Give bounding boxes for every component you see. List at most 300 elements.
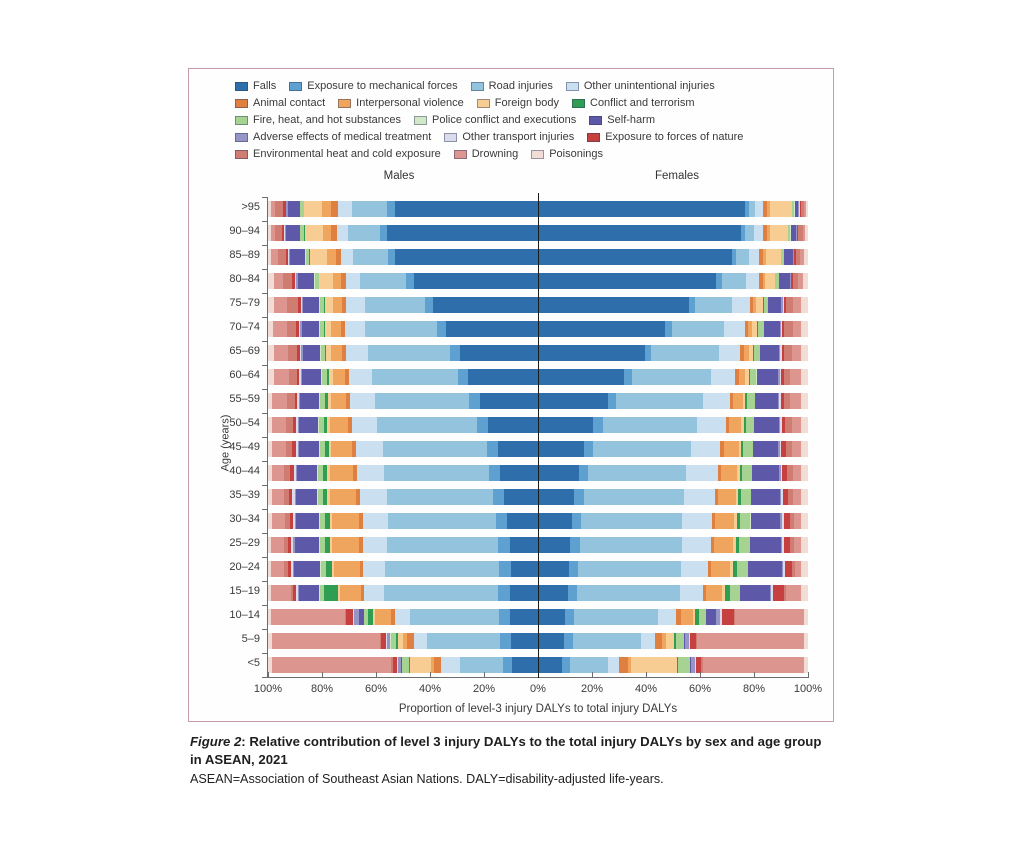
x-axis-tick-label: 60%	[364, 683, 388, 695]
bar-segment	[333, 297, 342, 313]
x-axis-tick	[430, 672, 431, 678]
y-axis-tick	[262, 197, 267, 198]
male-bar	[268, 249, 538, 265]
legend-item	[235, 129, 431, 146]
legend-row	[235, 78, 756, 95]
bar-segment	[785, 561, 792, 577]
age-label: 10–14	[229, 609, 260, 621]
bar-segment	[538, 345, 645, 361]
bar-segment	[322, 201, 331, 217]
bar-segment	[341, 249, 353, 265]
legend-row	[235, 129, 756, 146]
bar-segment	[274, 273, 283, 289]
age-label: 15–19	[229, 585, 260, 597]
bar-segment	[272, 513, 285, 529]
bar-segment	[740, 585, 770, 601]
legend-label: Other unintentional injuries	[583, 80, 715, 92]
y-axis-tick	[262, 437, 267, 438]
bar-segment	[697, 633, 804, 649]
bar-segment	[433, 297, 538, 313]
bar-segment	[348, 225, 380, 241]
y-axis-tick	[262, 341, 267, 342]
bar-segment	[302, 369, 321, 385]
bar-segment	[801, 513, 808, 529]
bar-segment	[458, 369, 467, 385]
legend-label: Fire, heat, and hot substances	[253, 114, 401, 126]
bar-segment	[793, 489, 801, 505]
bar-segment	[752, 465, 779, 481]
male-bar	[268, 465, 538, 481]
bar-segment	[681, 561, 708, 577]
x-axis-tick	[700, 672, 701, 678]
bar-segment	[414, 633, 428, 649]
bar-segment	[296, 513, 319, 529]
bar-segment	[450, 345, 459, 361]
bar-segment	[572, 513, 581, 529]
bar-segment	[665, 321, 672, 337]
legend-row	[235, 95, 756, 112]
age-label: 55–59	[229, 393, 260, 405]
bar-segment	[801, 441, 808, 457]
male-bar	[268, 537, 538, 553]
bar-segment	[332, 513, 359, 529]
bar-segment	[360, 489, 387, 505]
bar-segment	[274, 369, 289, 385]
bar-segment	[287, 297, 298, 313]
legend-item	[587, 129, 743, 146]
bar-segment	[304, 201, 322, 217]
bar-segment	[287, 321, 296, 337]
female-bar	[538, 273, 808, 289]
legend-label: Conflict and terrorism	[590, 97, 695, 109]
bar-segment	[538, 201, 745, 217]
bar-segment	[732, 297, 750, 313]
bar-segment	[352, 201, 387, 217]
bar-segment	[538, 249, 732, 265]
y-axis-tick	[262, 605, 267, 606]
bar-segment	[686, 465, 717, 481]
bar-segment	[298, 273, 314, 289]
y-axis-tick	[262, 317, 267, 318]
x-axis-tick-label: 20%	[580, 683, 604, 695]
x-axis-tick	[646, 672, 647, 678]
bar-segment	[766, 249, 781, 265]
bar-segment	[719, 345, 741, 361]
bar-segment	[578, 561, 681, 577]
bar-segment	[760, 345, 779, 361]
bar-segment	[468, 369, 538, 385]
y-axis-tick	[262, 581, 267, 582]
bar-segment	[325, 297, 333, 313]
bar-segment	[331, 345, 342, 361]
bar-segment	[757, 369, 779, 385]
bar-segment	[562, 657, 570, 673]
bar-segment	[289, 369, 297, 385]
bar-segment	[538, 297, 689, 313]
bar-segment	[410, 609, 499, 625]
x-axis-tick	[376, 672, 377, 678]
x-axis-tick-label: 100%	[793, 683, 823, 695]
legend-swatch-icon	[235, 82, 248, 91]
bar-segment	[573, 633, 641, 649]
male-bar	[268, 561, 538, 577]
bar-segment	[460, 345, 538, 361]
bar-segment	[748, 561, 782, 577]
bar-segment	[564, 633, 573, 649]
bar-segment	[368, 345, 450, 361]
bar-segment	[666, 633, 674, 649]
male-bar	[268, 393, 538, 409]
bar-segment	[302, 321, 320, 337]
bar-segment	[346, 345, 368, 361]
male-bar	[268, 489, 538, 505]
bar-segment	[283, 273, 292, 289]
legend-swatch-icon	[454, 150, 467, 159]
bar-segment	[746, 417, 755, 433]
bar-segment	[407, 633, 414, 649]
x-axis-tick	[268, 672, 269, 678]
bar-segment	[538, 609, 565, 625]
x-axis-tick	[322, 672, 323, 678]
bar-segment	[574, 489, 583, 505]
age-label: 65–69	[229, 345, 260, 357]
age-label: 75–79	[229, 297, 260, 309]
bar-segment	[538, 441, 584, 457]
bar-segment	[480, 393, 538, 409]
bar-segment	[754, 417, 778, 433]
bar-segment	[294, 561, 320, 577]
bar-segment	[377, 417, 477, 433]
bar-segment	[477, 417, 488, 433]
bar-segment	[749, 201, 756, 217]
bar-segment	[703, 657, 804, 673]
bar-segment	[790, 369, 801, 385]
female-bar	[538, 657, 808, 673]
bar-segment	[724, 441, 739, 457]
bar-segment	[331, 441, 351, 457]
bar-segment	[271, 585, 291, 601]
bar-segment	[441, 657, 460, 673]
bar-segment	[297, 465, 317, 481]
bar-segment	[350, 393, 374, 409]
bar-segment	[363, 513, 389, 529]
bar-segment	[388, 513, 496, 529]
bar-segment	[619, 657, 628, 673]
bar-segment	[565, 609, 574, 625]
x-axis-tick-label: 0%	[530, 683, 546, 695]
bar-segment	[681, 609, 693, 625]
x-axis-tick	[808, 672, 809, 678]
female-bar	[538, 465, 808, 481]
bar-segment	[801, 369, 808, 385]
bar-segment	[655, 633, 662, 649]
male-bar	[268, 201, 538, 217]
bar-segment	[538, 273, 716, 289]
bar-segment	[287, 393, 295, 409]
bar-segment	[275, 225, 282, 241]
bar-segment	[303, 297, 319, 313]
bar-segment	[735, 609, 804, 625]
bar-segment	[624, 369, 632, 385]
legend-label: Falls	[253, 80, 277, 92]
legend-swatch-icon	[338, 99, 351, 108]
bar-segment	[584, 441, 593, 457]
male-bar	[268, 297, 538, 313]
female-bar	[538, 441, 808, 457]
bar-segment	[568, 585, 577, 601]
bar-segment	[784, 369, 791, 385]
bar-segment	[395, 609, 410, 625]
bar-segment	[538, 225, 741, 241]
legend-item	[477, 95, 559, 112]
legend-swatch-icon	[235, 99, 248, 108]
bar-segment	[395, 249, 538, 265]
female-bar	[538, 561, 808, 577]
bar-segment	[794, 537, 802, 553]
bar-segment	[487, 441, 498, 457]
bar-segment	[773, 585, 784, 601]
y-axis-tick	[262, 389, 267, 390]
bar-segment	[496, 513, 507, 529]
legend-item	[289, 78, 457, 95]
y-axis-tick	[262, 629, 267, 630]
bar-segment	[434, 657, 441, 673]
bar-segment	[274, 297, 288, 313]
bar-segment	[724, 321, 744, 337]
age-label: 60–64	[229, 369, 260, 381]
bar-segment	[300, 393, 319, 409]
y-axis-tick	[262, 269, 267, 270]
bar-segment	[779, 273, 790, 289]
bar-segment	[722, 609, 734, 625]
female-bar	[538, 249, 808, 265]
bar-segment	[538, 633, 564, 649]
legend-label: Interpersonal violence	[356, 97, 464, 109]
bar-segment	[680, 585, 703, 601]
bar-segment	[286, 417, 294, 433]
bar-segment	[786, 585, 801, 601]
bar-segment	[755, 393, 778, 409]
bar-segment	[375, 393, 470, 409]
bar-segment	[538, 657, 562, 673]
bar-segment	[272, 633, 380, 649]
bar-segment	[715, 513, 734, 529]
bar-segment	[747, 393, 755, 409]
age-label: 80–84	[229, 273, 260, 285]
bar-segment	[751, 489, 779, 505]
age-label: 85–89	[229, 249, 260, 261]
bar-segment	[372, 369, 458, 385]
bar-segment	[272, 489, 284, 505]
legend-swatch-icon	[414, 116, 427, 125]
bar-segment	[375, 609, 391, 625]
legend-item	[454, 146, 518, 163]
bar-segment	[786, 297, 793, 313]
bar-segment	[754, 225, 763, 241]
bar-segment	[580, 537, 683, 553]
bar-segment	[383, 441, 487, 457]
bar-segment	[730, 585, 739, 601]
bar-segment	[299, 417, 318, 433]
bar-segment	[584, 489, 684, 505]
bar-segment	[331, 393, 346, 409]
male-bar	[268, 417, 538, 433]
bar-segment	[274, 345, 289, 361]
figure-caption	[190, 733, 830, 788]
y-axis-tick	[262, 221, 267, 222]
male-bar	[268, 369, 538, 385]
bar-segment	[793, 297, 801, 313]
bar-segment	[498, 585, 510, 601]
bar-segment	[406, 273, 414, 289]
age-label: 40–44	[229, 465, 260, 477]
bar-segment	[608, 657, 619, 673]
bar-segment	[499, 609, 510, 625]
bar-segment	[512, 657, 538, 673]
bar-segment	[684, 489, 715, 505]
bar-segment	[384, 585, 497, 601]
legend-item	[235, 112, 401, 129]
bar-segment	[801, 489, 808, 505]
bar-segment	[538, 561, 569, 577]
bar-segment	[678, 657, 690, 673]
female-bar	[538, 609, 808, 625]
bar-segment	[804, 633, 808, 649]
bar-segment	[703, 393, 730, 409]
bar-segment	[334, 561, 360, 577]
bar-segment	[437, 321, 446, 337]
female-bar	[538, 297, 808, 313]
bar-segment	[741, 489, 751, 505]
legend-label: Road injuries	[488, 80, 553, 92]
x-axis-tick	[484, 672, 485, 678]
bar-segment	[603, 417, 698, 433]
bar-segment	[365, 297, 424, 313]
male-bar	[268, 345, 538, 361]
bar-segment	[337, 225, 348, 241]
bar-segment	[499, 561, 511, 577]
y-axis-tick	[262, 557, 267, 558]
bar-segment	[331, 201, 338, 217]
y-axis-tick	[262, 461, 267, 462]
bar-segment	[581, 513, 682, 529]
bar-segment	[736, 249, 748, 265]
bar-segment	[510, 585, 538, 601]
legend-label: Other transport injuries	[462, 131, 575, 143]
legend-label: Poisonings	[549, 148, 604, 160]
bar-segment	[706, 609, 715, 625]
bar-segment	[346, 297, 365, 313]
bar-segment	[658, 609, 676, 625]
legend-item	[531, 146, 603, 163]
bar-segment	[801, 345, 808, 361]
legend-label: Exposure to mechanical forces	[307, 80, 458, 92]
x-axis-tick-label: 40%	[418, 683, 442, 695]
bar-segment	[805, 225, 808, 241]
bar-segment	[500, 465, 538, 481]
bar-segment	[794, 513, 802, 529]
bar-segment	[503, 657, 512, 673]
bar-segment	[303, 345, 321, 361]
bar-segment	[538, 585, 568, 601]
bar-segment	[504, 489, 538, 505]
bar-segment	[498, 441, 539, 457]
bar-segment	[288, 201, 300, 217]
bar-segment	[500, 633, 511, 649]
bar-segment	[651, 345, 719, 361]
bar-segment	[722, 273, 746, 289]
legend-label: Foreign body	[494, 97, 559, 109]
bar-segment	[801, 561, 808, 577]
bar-segment	[493, 489, 504, 505]
legend-row	[235, 146, 756, 163]
bar-segment	[569, 561, 578, 577]
legend-label: Environmental heat and cold exposure	[253, 148, 441, 160]
bar-segment	[768, 297, 782, 313]
bar-segment	[395, 201, 538, 217]
bar-segment	[616, 393, 702, 409]
male-bar	[268, 273, 538, 289]
bar-segment	[793, 465, 802, 481]
bar-segment	[290, 249, 305, 265]
bar-segment	[271, 249, 278, 265]
bar-segment	[286, 441, 293, 457]
bar-segment	[718, 489, 736, 505]
legend-row	[235, 112, 756, 129]
legend-item	[235, 95, 325, 112]
female-bar	[538, 201, 808, 217]
legend-swatch-icon	[589, 116, 602, 125]
bar-segment	[272, 417, 286, 433]
bar-segment	[792, 417, 801, 433]
bar-segment	[699, 609, 706, 625]
bar-segment	[271, 537, 284, 553]
bar-segment	[346, 609, 353, 625]
bar-segment	[784, 249, 792, 265]
bar-segment	[764, 321, 780, 337]
age-label: 20–24	[229, 561, 260, 573]
bar-segment	[672, 321, 725, 337]
bar-segment	[278, 249, 286, 265]
bar-segment	[357, 465, 384, 481]
bar-segment	[460, 657, 503, 673]
x-axis-tick-label: 40%	[634, 683, 658, 695]
legend-item	[471, 78, 553, 95]
female-bar	[538, 369, 808, 385]
x-axis-tick	[592, 672, 593, 678]
age-label: 50–54	[229, 417, 260, 429]
bar-segment	[327, 249, 335, 265]
panel-label-females: Females	[654, 170, 700, 182]
bar-segment	[792, 441, 801, 457]
x-axis-tick-label: 20%	[472, 683, 496, 695]
female-bar	[538, 393, 808, 409]
male-bar	[268, 321, 538, 337]
bar-segment	[570, 537, 579, 553]
bar-segment	[427, 633, 500, 649]
bar-segment	[804, 609, 808, 625]
bar-segment	[324, 585, 338, 601]
zero-baseline	[538, 193, 539, 678]
legend-label: Drowning	[471, 148, 519, 160]
bar-segment	[749, 249, 760, 265]
legend-item	[338, 95, 464, 112]
bar-segment	[402, 657, 409, 673]
bar-segment	[691, 441, 721, 457]
bar-segment	[305, 225, 324, 241]
age-label: 25–29	[229, 537, 260, 549]
bar-segment	[801, 417, 808, 433]
